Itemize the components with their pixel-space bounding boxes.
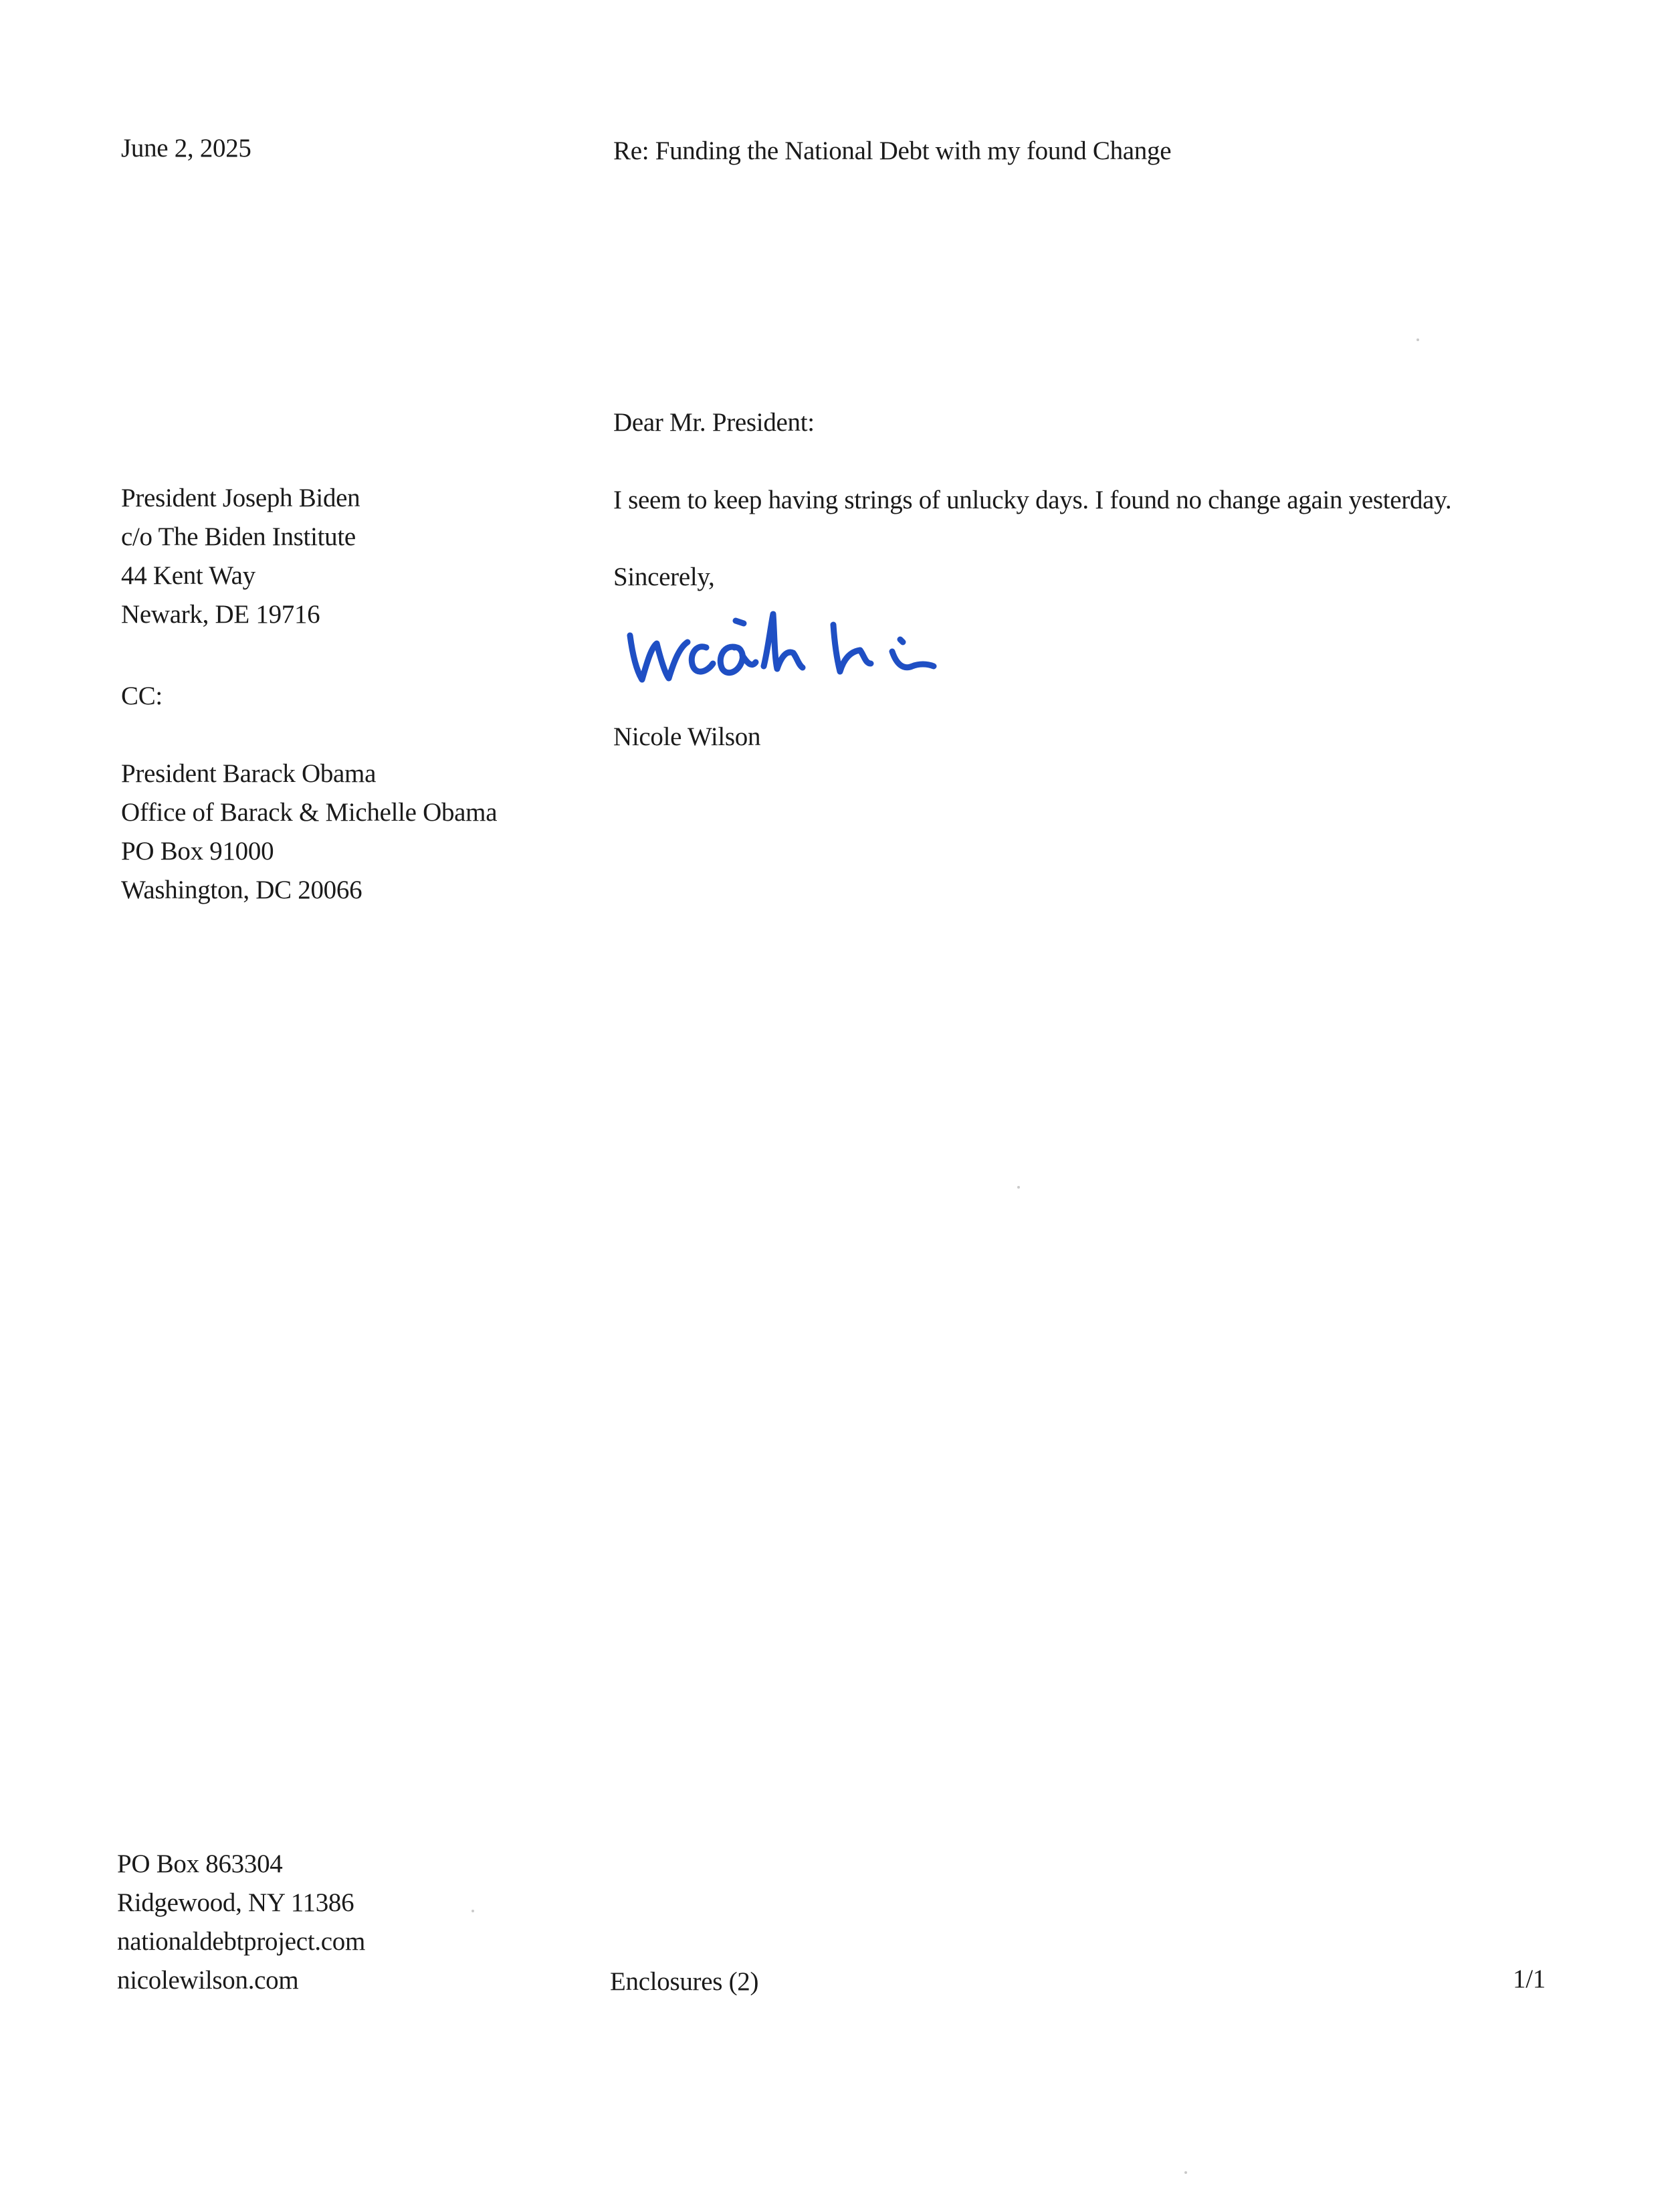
recipient-address-line: 44 Kent Way (121, 561, 255, 590)
sender-address (117, 1845, 365, 2000)
scan-speck (471, 1910, 474, 1912)
cc-address-line: President Barack Obama (121, 759, 377, 788)
cc-label: CC: (121, 682, 163, 710)
handwritten-signature-icon (622, 594, 976, 701)
recipient-address-line: Newark, DE 19716 (121, 600, 320, 629)
sender-website-link[interactable]: nationaldebtproject.com (117, 1927, 366, 1956)
recipient-address-line: President Joseph Biden (121, 484, 360, 512)
closing: Sincerely, (613, 563, 715, 591)
enclosures-note: Enclosures (2) (610, 1967, 759, 1996)
scan-speck (1416, 338, 1419, 341)
recipient-address (121, 479, 360, 634)
sender-address-line: PO Box 863304 (117, 1849, 283, 1878)
cc-address-line: Washington, DC 20066 (121, 876, 362, 904)
scan-speck (1017, 1186, 1020, 1189)
sender-address-line: Ridgewood, NY 11386 (117, 1888, 354, 1917)
scan-speck (1184, 2171, 1187, 2174)
recipient-address-line: c/o The Biden Institute (121, 522, 356, 551)
page-number: 1/1 (1513, 1965, 1546, 1993)
sender-website-link[interactable]: nicolewilson.com (117, 1966, 299, 1995)
letter-date: June 2, 2025 (121, 134, 251, 163)
sender-name: Nicole Wilson (613, 722, 761, 751)
cc-address (121, 755, 497, 910)
cc-address-line: PO Box 91000 (121, 837, 274, 866)
cc-address-line: Office of Barack & Michelle Obama (121, 798, 498, 827)
body-paragraph: I seem to keep having strings of unlucky days. I found no change again yesterday. (613, 486, 1452, 514)
salutation: Dear Mr. President: (613, 408, 815, 437)
letter-subject: Re: Funding the National Debt with my found Change (613, 136, 1172, 165)
